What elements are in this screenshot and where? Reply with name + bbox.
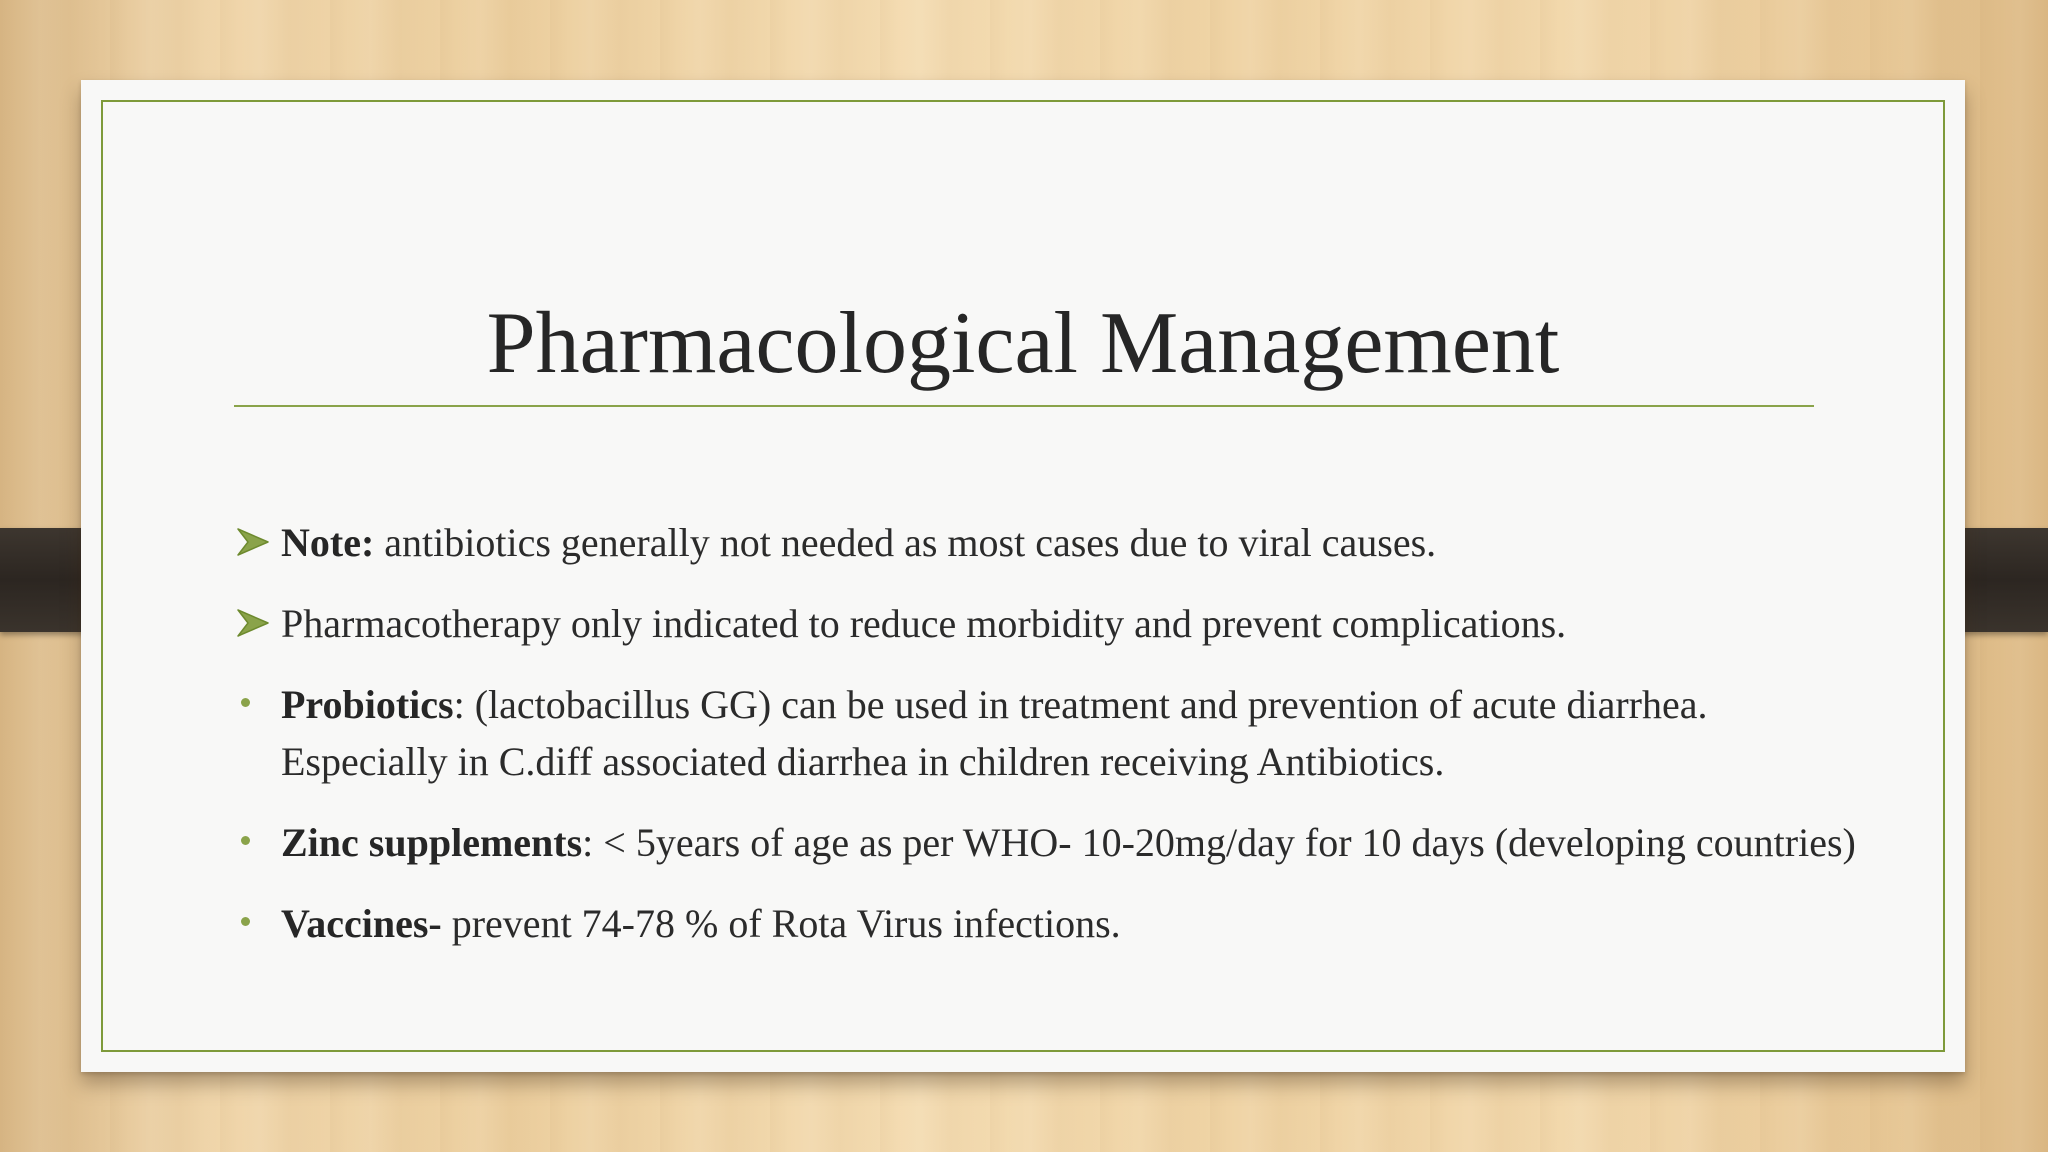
dot-icon xyxy=(236,676,276,733)
bullet-text: prevent 74-78 % of Rota Virus infections. xyxy=(441,901,1121,946)
bullet-text: : < 5years of age as per WHO- 10-20mg/day for 10 days (developing countries) xyxy=(582,820,1856,865)
bullet-item-probiotics xyxy=(236,676,1856,790)
arrow-icon xyxy=(236,514,276,571)
title-divider xyxy=(234,405,1814,407)
slide-title: Pharmacological Management xyxy=(486,295,1560,392)
dot-icon xyxy=(236,814,276,871)
bullet-bold-label: Probiotics xyxy=(281,682,454,727)
bullet-item-zinc xyxy=(236,814,1856,871)
bullet-list xyxy=(236,514,1856,976)
bullet-bold-label: Note: xyxy=(281,520,375,565)
bullet-item-pharmacotherapy xyxy=(236,595,1856,652)
bullet-item-note xyxy=(236,514,1856,571)
bullet-text: Pharmacotherapy only indicated to reduce morbidity and prevent complications. xyxy=(281,601,1567,646)
arrow-icon xyxy=(236,595,276,652)
bullet-text: antibiotics generally not needed as most cases due to viral causes. xyxy=(374,520,1437,565)
slide-paper xyxy=(81,80,1965,1072)
bullet-text: : (lactobacillus GG) can be used in treatment and prevention of acute diarrhea. Especially in C.diff associated diarrhea in children receiving Antibiotics. xyxy=(281,682,1708,784)
bullet-bold-label: Zinc supplements xyxy=(281,820,583,865)
bullet-item-vaccines xyxy=(236,895,1856,952)
dot-icon xyxy=(236,895,276,952)
bullet-bold-label: Vaccines- xyxy=(281,901,442,946)
